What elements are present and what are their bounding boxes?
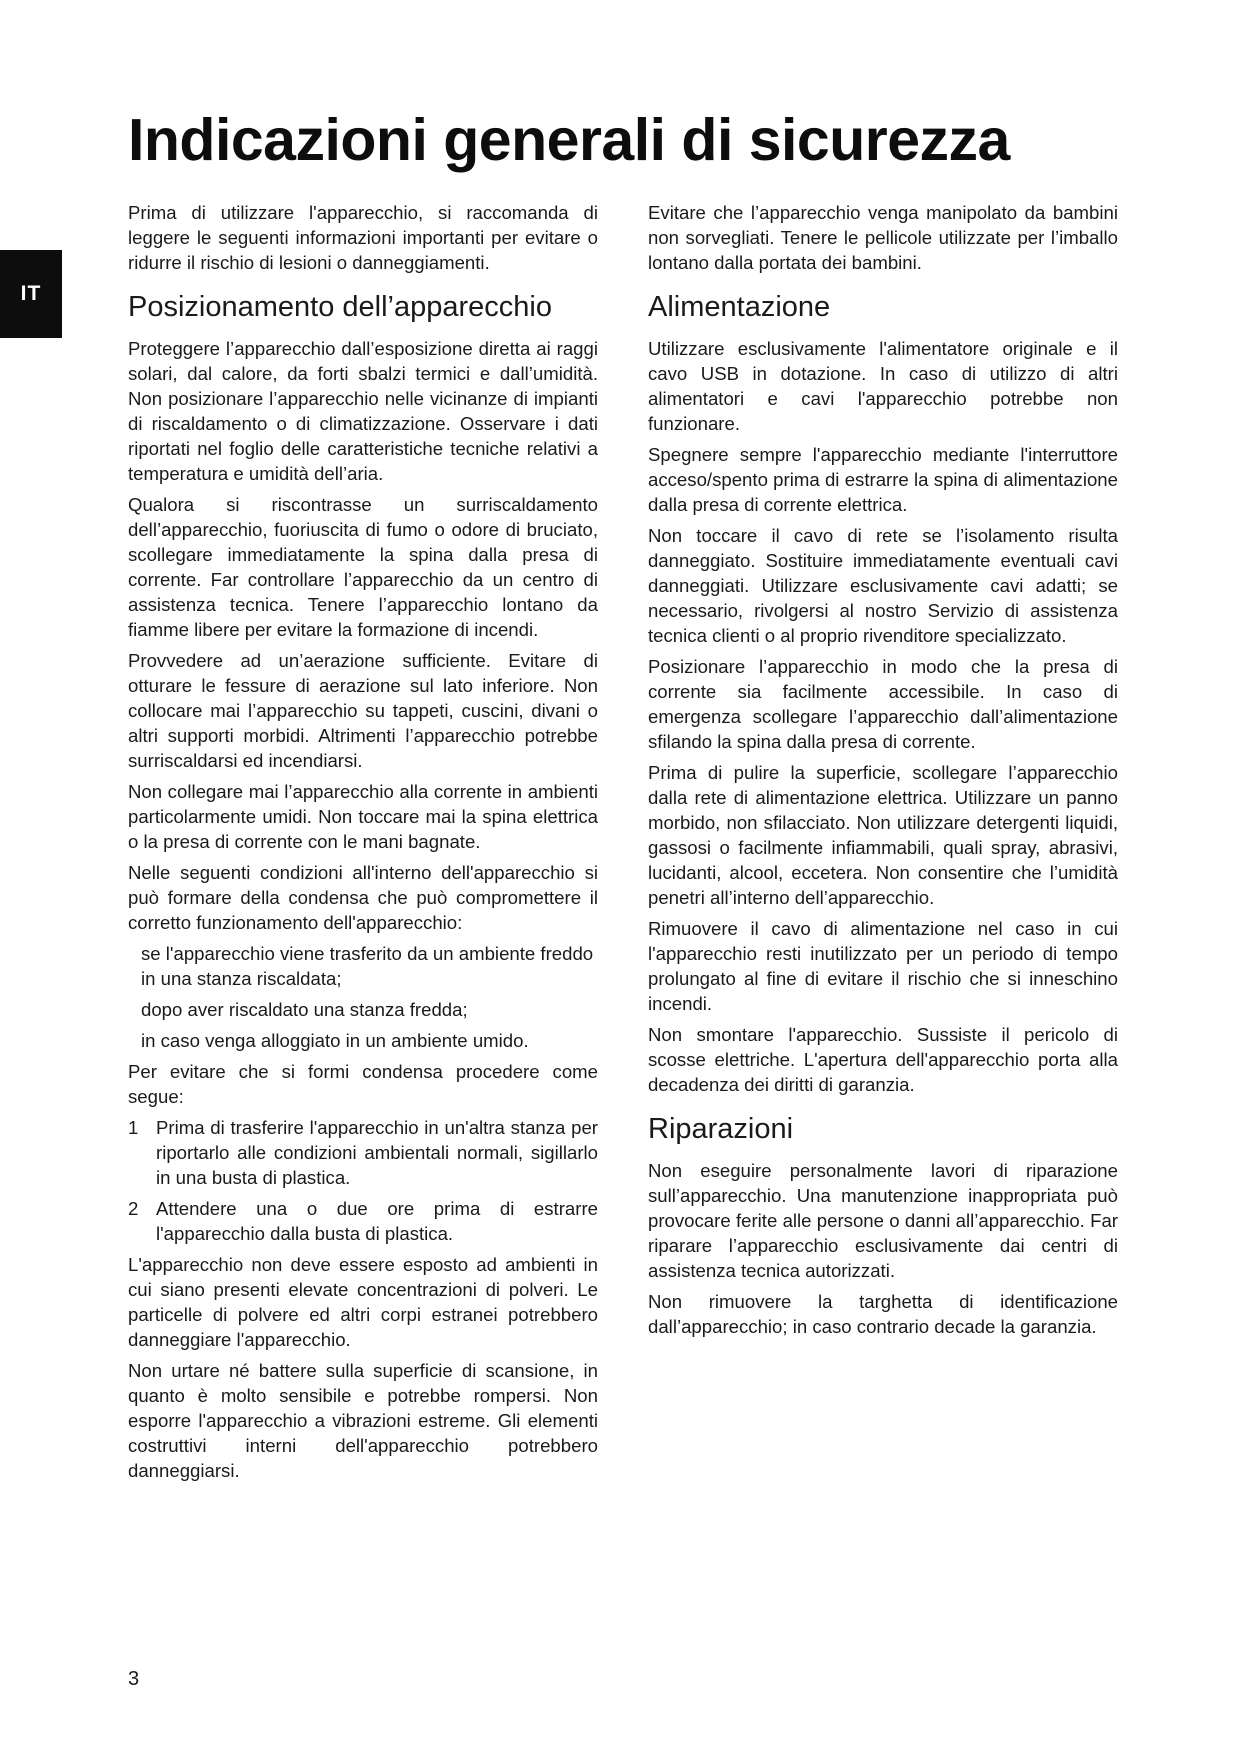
paragraph: Non rimuovere la targhetta di identificazione dall’apparecchio; in caso contrario decade la garanzia. (648, 1291, 1118, 1337)
section-heading-positioning: Posizionamento dell’apparecchio (128, 291, 552, 323)
intro-paragraph: Prima di utilizzare l'apparecchio, si raccomanda di leggere le seguenti informazioni importanti per evitare o ridurre il rischio di lesioni o danneggiamenti. (128, 202, 598, 273)
step-text: Attendere una o due ore prima di estrarre l'apparecchio dalla busta di plastica. (156, 1198, 598, 1244)
condition-item: dopo aver riscaldato una stanza fredda; (141, 999, 468, 1020)
paragraph: Non smontare l'apparecchio. Sussiste il pericolo di scosse elettriche. L'apertura dell'apparecchio porta alla decadenza dei diritti di garanzia. (648, 1024, 1118, 1095)
paragraph: Non collegare mai l’apparecchio alla corrente in ambienti particolarmente umidi. Non toccare mai la spina elettrica o la presa di corrente con le mani bagnate. (128, 781, 598, 852)
paragraph: Non toccare il cavo di rete se l’isolamento risulta danneggiato. Sostituire immediatamente eventuali cavi danneggiati. Utilizzare esclusivamente cavi adatti; se necessario, rivolgersi al nostro Servizio di assistenza tecnica clienti o al proprio rivenditore specializzato. (648, 525, 1118, 646)
intro-paragraph: Evitare che l’apparecchio venga manipolato da bambini non sorvegliati. Tenere le pellicole utilizzate per l’imballo lontano dalla portata dei bambini. (648, 202, 1118, 273)
steps-list (128, 1115, 598, 1246)
paragraph: Qualora si riscontrasse un surriscaldamento dell’apparecchio, fuoriuscita di fumo o odore di bruciato, scollegare immediatamente la spina dalla presa di corrente. Far controllare l’apparecchio da un centro di assistenza tecnica. Tenere l’apparecchio lontano da fiamme libere per evitare la formazione di incendi. (128, 494, 598, 640)
step-number: 1 (128, 1117, 139, 1138)
paragraph: Per evitare che si formi condensa procedere come segue: (128, 1061, 598, 1107)
paragraph: Nelle seguenti condizioni all'interno dell'apparecchio si può formare della condensa che può compromettere il corretto funzionamento dell'apparecchio: (128, 862, 598, 933)
paragraph: Utilizzare esclusivamente l'alimentatore originale e il cavo USB in dotazione. In caso di utilizzo di altri alimentatori e cavi l'apparecchio potrebbe non funzionare. (648, 338, 1118, 434)
step-item (128, 1115, 598, 1190)
paragraph: Proteggere l’apparecchio dall’esposizione diretta ai raggi solari, dal calore, da forti sbalzi termici e dall’umidità. Non posizionare l’apparecchio nelle vicinanze di impianti di riscaldamento o di climatizzazione. Osservare i dati riportati nel foglio delle caratteristiche tecniche relativi a temperatura e umidità dell’aria. (128, 338, 598, 484)
condition-item: in caso venga alloggiato in un ambiente umido. (141, 1030, 529, 1051)
paragraph: Provvedere ad un’aerazione sufficiente. Evitare di otturare le fessure di aerazione sul lato inferiore. Non collocare mai l’apparecchio su tappeti, cuscini, divani o altri supporti morbidi. Altrimenti l’apparecchio potrebbe surriscaldarsi ed incendiarsi. (128, 650, 598, 771)
step-number: 2 (128, 1198, 139, 1219)
page-title: Indicazioni generali di sicurezza (128, 107, 1010, 173)
paragraph: L'apparecchio non deve essere esposto ad ambienti in cui siano presenti elevate concentrazioni di polveri. Le particelle di polvere ed altri corpi estranei potrebbero danneggiare l'apparecchio. (128, 1254, 598, 1350)
language-tab: IT (0, 250, 62, 338)
right-column (648, 200, 1118, 1345)
page-number: 3 (128, 1668, 140, 1690)
paragraph: Spegnere sempre l'apparecchio mediante l'interruttore acceso/spento prima di estrarre la spina di alimentazione dalla presa di corrente elettrica. (648, 444, 1118, 515)
step-text: Prima di trasferire l'apparecchio in un'altra stanza per riportarlo alle condizioni ambientali normali, sigillarlo in una busta di plastica. (156, 1117, 598, 1188)
section-heading-repairs: Riparazioni (648, 1113, 794, 1145)
paragraph: Non urtare né battere sulla superficie di scansione, in quanto è molto sensibile e potrebbe rompersi. Non esporre l'apparecchio a vibrazioni estreme. Gli elementi costruttivi interni dell'apparecchio potrebbero danneggiarsi. (128, 1360, 598, 1481)
paragraph: Rimuovere il cavo di alimentazione nel caso in cui l'apparecchio resti inutilizzato per un periodo di tempo prolungato al fine di evitare il rischio che si inneschino incendi. (648, 918, 1118, 1014)
condition-item: se l'apparecchio viene trasferito da un ambiente freddo in una stanza riscaldata; (141, 943, 594, 989)
paragraph: Posizionare l’apparecchio in modo che la presa di corrente sia facilmente accessibile. In caso di emergenza scollegare l’apparecchio dall’alimentazione sfilando la spina dalla presa di corrente. (648, 656, 1118, 752)
paragraph: Non eseguire personalmente lavori di riparazione sull’apparecchio. Una manutenzione inappropriata può provocare ferite alle persone o danni all’apparecchio. Far riparare l’apparecchio esclusivamente dai centri di assistenza tecnica autorizzati. (648, 1160, 1118, 1281)
left-column (128, 200, 598, 1489)
paragraph: Prima di pulire la superficie, scollegare l’apparecchio dalla rete di alimentazione elettrica. Utilizzare un panno morbido, non sfilacciato. Non utilizzare detergenti liquidi, gassosi o facilmente infiammabili, quali spray, abrasivi, lucidanti, alcool, eccetera. Non consentire che l’umidità penetri all’interno dell’apparecchio. (648, 762, 1118, 908)
step-item (128, 1196, 598, 1246)
section-heading-power: Alimentazione (648, 291, 831, 323)
